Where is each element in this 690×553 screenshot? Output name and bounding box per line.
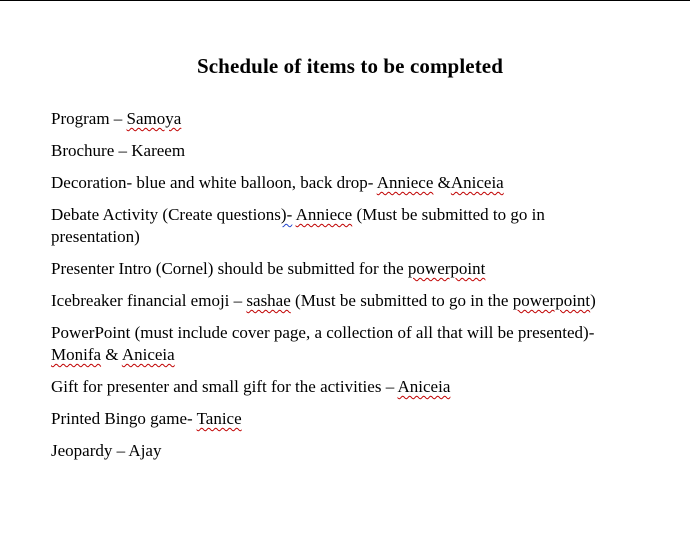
item-text: presentation)	[51, 227, 140, 246]
item-text: (Must be submitted to go in the	[290, 291, 513, 310]
spellcheck-flagged-word: Samoya	[126, 109, 182, 128]
schedule-item-line	[51, 258, 651, 280]
item-text: Printed Bingo game-	[51, 409, 197, 428]
item-text: Brochure – Kareem	[51, 141, 186, 160]
item-text: (Must be submitted to go in	[352, 205, 545, 224]
schedule-item-line	[51, 344, 651, 366]
item-text: &	[101, 345, 122, 364]
item-text: Icebreaker financial emoji –	[51, 291, 247, 310]
schedule-item	[51, 204, 651, 248]
spellcheck-flagged-word: Anniece	[295, 205, 353, 224]
schedule-item-line	[51, 440, 651, 462]
spellcheck-flagged-word: Tanice	[196, 409, 242, 428]
schedule-item-line	[51, 172, 651, 194]
item-text: Jeopardy – Ajay	[51, 441, 162, 460]
spellcheck-flagged-word: sashae	[246, 291, 291, 310]
spellcheck-flagged-word: )-	[280, 205, 293, 224]
item-text: Presenter Intro (Cornel) should be submitted for the	[51, 259, 408, 278]
schedule-item	[51, 172, 651, 194]
schedule-item	[51, 258, 651, 280]
schedule-item	[51, 108, 651, 130]
item-text: Decoration- blue and white balloon, back drop-	[51, 173, 377, 192]
schedule-item-line	[51, 108, 651, 130]
schedule-item-line	[51, 290, 651, 312]
spellcheck-flagged-word: Anniece	[376, 173, 434, 192]
page-top-border	[0, 0, 690, 1]
item-text: PowerPoint (must include cover page, a collection of all that will be presented)-	[51, 323, 595, 342]
schedule-item-line	[51, 226, 651, 248]
schedule-item	[51, 376, 651, 398]
item-text: Debate Activity (Create questions	[51, 205, 281, 224]
schedule-item-line	[51, 204, 651, 226]
page-title: Schedule of items to be completed	[196, 54, 503, 79]
item-text: Gift for presenter and small gift for the activities –	[51, 377, 398, 396]
schedule-item	[51, 140, 651, 162]
spellcheck-flagged-word: Aniceia	[121, 345, 175, 364]
spellcheck-flagged-word: powerpoint	[512, 291, 591, 310]
item-text: &	[433, 173, 451, 192]
spellcheck-flagged-word: powerpoint	[407, 259, 486, 278]
schedule-item-line	[51, 322, 651, 344]
schedule-item-line	[51, 376, 651, 398]
schedule-item	[51, 322, 651, 366]
schedule-item-line	[51, 408, 651, 430]
spellcheck-flagged-word: Monifa	[51, 345, 102, 364]
schedule-item	[51, 290, 651, 312]
schedule-item	[51, 408, 651, 430]
schedule-item-line	[51, 140, 651, 162]
spellcheck-flagged-word: Aniceia	[450, 173, 504, 192]
schedule-item	[51, 440, 651, 462]
item-text: )	[590, 291, 596, 310]
schedule-list	[51, 108, 651, 462]
spellcheck-flagged-word: Aniceia	[397, 377, 451, 396]
item-text: Program –	[51, 109, 127, 128]
